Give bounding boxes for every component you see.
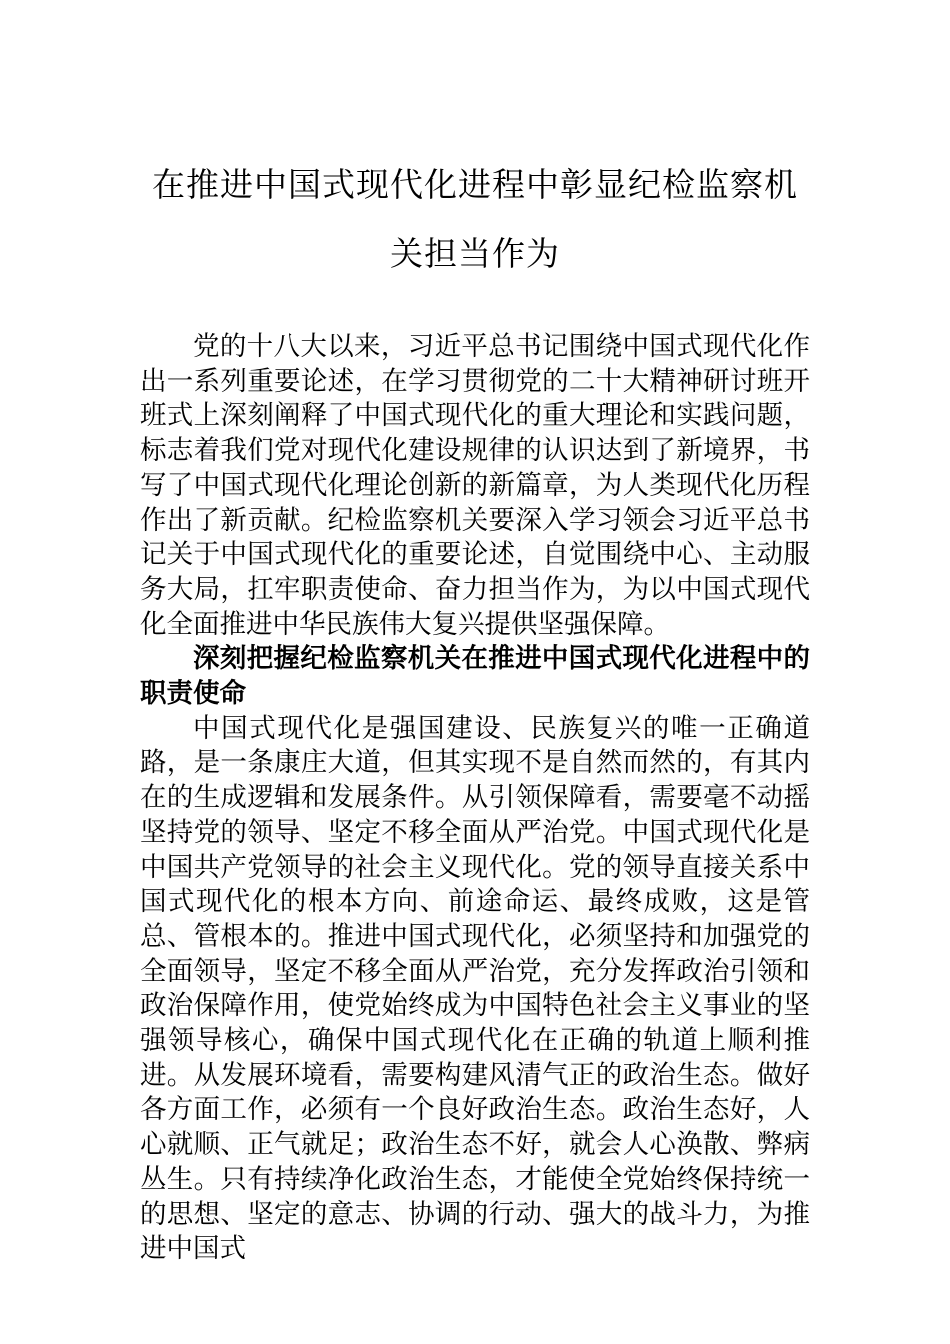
section-heading: 深刻把握纪检监察机关在推进中国式现代化进程中的职责使命 (140, 643, 810, 709)
paragraph-section-body: 中国式现代化是强国建设、民族复兴的唯一正确道路，是一条康庄大道，但其实现不是自然而然的，有其内在的生成逻辑和发展条件。从引领保障看，需要毫不动摇坚持党的领导、坚定不移全面从严治党。中国式现代化是中国共产党领导的社会主义现代化。党的领导直接关系中国式现代化的根本方向、前途命运、最终成败，这是管总、管根本的。推进中国式现代化，必须坚持和加强党的全面领导，坚定不移全面从严治党，充分发挥政治引领和政治保障作用，使党始终成为中国特色社会主义事业的坚强领导核心，确保中国式现代化在正确的轨道上顺利推进。从发展环境看，需要构建风清气正的政治生态。做好各方面工作，必须有一个良好政治生态。政治生态好，人心就顺、正气就足；政治生态不好，就会人心涣散、弊病丛生。只有持续净化政治生态，才能使全党始终保持统一的思想、坚定的意志、协调的行动、强大的战斗力，为推进中国式 (140, 712, 810, 1264)
document-title: 在推进中国式现代化进程中彰显纪检监察机关担当作为 (152, 166, 798, 272)
document-body (140, 329, 810, 1266)
paragraph-intro: 党的十八大以来，习近平总书记围绕中国式现代化作出一系列重要论述，在学习贯彻党的二十大精神研讨班开班式上深刻阐释了中国式现代化的重大理论和实践问题，标志着我们党对现代化建设规律的认识达到了新境界，书写了中国式现代化理论创新的新篇章，为人类现代化历程作出了新贡献。纪检监察机关要深入学习领会习近平总书记关于中国式现代化的重要论述，自觉围绕中心、主动服务大局，扛牢职责使命、奋力担当作为，为以中国式现代化全面推进中华民族伟大复兴提供坚强保障。 (140, 331, 810, 639)
